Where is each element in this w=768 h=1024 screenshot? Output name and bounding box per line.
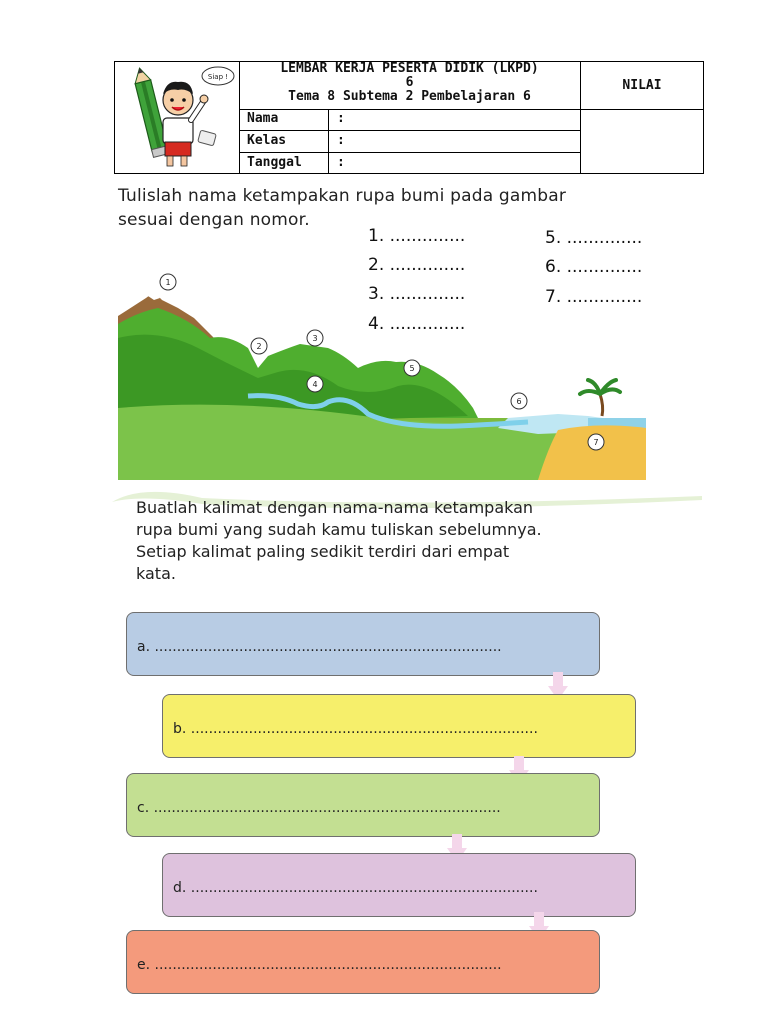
- instruction-1-line-1: Tulislah nama ketampakan rupa bumi pada gambar: [118, 186, 567, 206]
- marker-2: [251, 338, 267, 354]
- instruction-1: [118, 184, 678, 232]
- header-table: [114, 61, 704, 174]
- answer-b-text[interactable]: b. ..............................................................................: [173, 721, 538, 737]
- marker-5: [404, 360, 420, 376]
- kelas-row: [239, 131, 581, 153]
- landscape-illustration: [118, 268, 646, 480]
- svg-text:7: 7: [593, 438, 599, 447]
- marker-6: [511, 393, 527, 409]
- siap-bubble-text: Siap !: [207, 73, 229, 81]
- answer-e-text[interactable]: e. ..............................................................................: [137, 957, 502, 973]
- mascot-with-pencil-illustration: [115, 62, 239, 173]
- tanggal-colon[interactable]: :: [337, 155, 345, 170]
- nama-label: Nama: [247, 111, 279, 126]
- title-line-1: LEMBAR KERJA PESERTA DIDIK (LKPD): [280, 61, 539, 76]
- instruction-2-line-1: Buatlah kalimat dengan nama-nama ketampakan: [136, 498, 534, 517]
- kelas-label: Kelas: [247, 133, 287, 148]
- answer-d-text[interactable]: d. ..............................................................................: [173, 880, 538, 896]
- marker-7: [588, 434, 604, 450]
- marker-1: [160, 274, 176, 290]
- svg-text:2: 2: [256, 342, 262, 351]
- nilai-label: NILAI: [580, 62, 704, 110]
- title-line-2: 6: [405, 75, 414, 90]
- instruction-2-line-2: rupa bumi yang sudah kamu tuliskan sebelumnya.: [136, 520, 542, 539]
- svg-text:4: 4: [312, 380, 318, 389]
- nama-row: [239, 109, 581, 131]
- title-line-3: Tema 8 Subtema 2 Pembelajaran 6: [288, 89, 531, 104]
- answer-box-d[interactable]: [162, 853, 636, 917]
- answer-box-b[interactable]: [162, 694, 636, 758]
- nama-colon[interactable]: :: [337, 111, 345, 126]
- answer-box-a[interactable]: [126, 612, 600, 676]
- svg-text:3: 3: [312, 334, 318, 343]
- instruction-2-line-4: kata.: [136, 564, 176, 583]
- answer-box-c[interactable]: [126, 773, 600, 837]
- answer-box-e[interactable]: [126, 930, 600, 994]
- kelas-colon[interactable]: :: [337, 133, 345, 148]
- blank-5[interactable]: 5. ..............: [545, 228, 643, 248]
- tanggal-label: Tanggal: [247, 155, 302, 170]
- svg-text:5: 5: [409, 364, 415, 373]
- blank-7[interactable]: 7. ..............: [545, 287, 643, 307]
- instruction-2: [136, 497, 636, 585]
- blank-6[interactable]: 6. ..............: [545, 257, 643, 277]
- marker-3: [307, 330, 323, 346]
- svg-text:1: 1: [165, 278, 171, 287]
- marker-4: [307, 376, 323, 392]
- instruction-1-line-2: sesuai dengan nomor.: [118, 210, 310, 230]
- blank-4[interactable]: 4. ..............: [368, 314, 466, 334]
- answer-c-text[interactable]: c. ..............................................................................: [137, 800, 501, 816]
- worksheet-title: [239, 62, 581, 110]
- mascot-logo-cell: [115, 62, 240, 173]
- svg-text:6: 6: [516, 397, 522, 406]
- blank-1[interactable]: 1. ..............: [368, 226, 466, 246]
- blank-3[interactable]: 3. ..............: [368, 284, 466, 304]
- answer-a-text[interactable]: a. ..............................................................................: [137, 639, 502, 655]
- blank-2[interactable]: 2. ..............: [368, 255, 466, 275]
- instruction-2-line-3: Setiap kalimat paling sedikit terdiri dari empat: [136, 542, 510, 561]
- tanggal-row: [239, 153, 581, 173]
